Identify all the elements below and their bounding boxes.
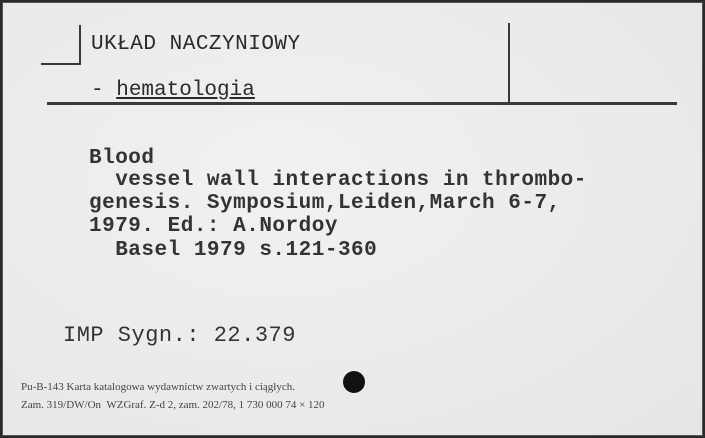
subheading-dash: -: [91, 79, 104, 102]
header-divider-vertical: [508, 23, 510, 103]
catalog-card: [2, 2, 703, 436]
entry-line-3: genesis. Symposium,Leiden,March 6-7,: [89, 192, 561, 215]
entry-line-4: 1979. Ed.: A.Nordoy: [89, 215, 338, 238]
subheading-text: hematologia: [116, 79, 255, 102]
entry-line-2: vessel wall interactions in thrombo-: [89, 169, 587, 192]
call-number: IMP Sygn.: 22.379: [63, 323, 296, 348]
entry-line-1: Blood: [89, 147, 155, 170]
subject-heading: UKŁAD NACZYNIOWY: [91, 33, 301, 56]
footer-line-1: Pu-B-143 Karta katalogowa wydawnictw zwartych i ciągłych.: [21, 381, 295, 393]
entry-line-5: Basel 1979 s.121-360: [89, 239, 378, 262]
header-divider-horizontal: [47, 102, 677, 105]
subject-subheading: [91, 79, 255, 102]
corner-mark-horizontal: [41, 63, 81, 65]
corner-mark-vertical: [79, 25, 81, 65]
punch-hole: [343, 371, 365, 393]
footer-line-2: Zam. 319/DW/On WZGraf. Z-d 2, zam. 202/78, 1 730 000 74 × 120: [21, 399, 325, 411]
